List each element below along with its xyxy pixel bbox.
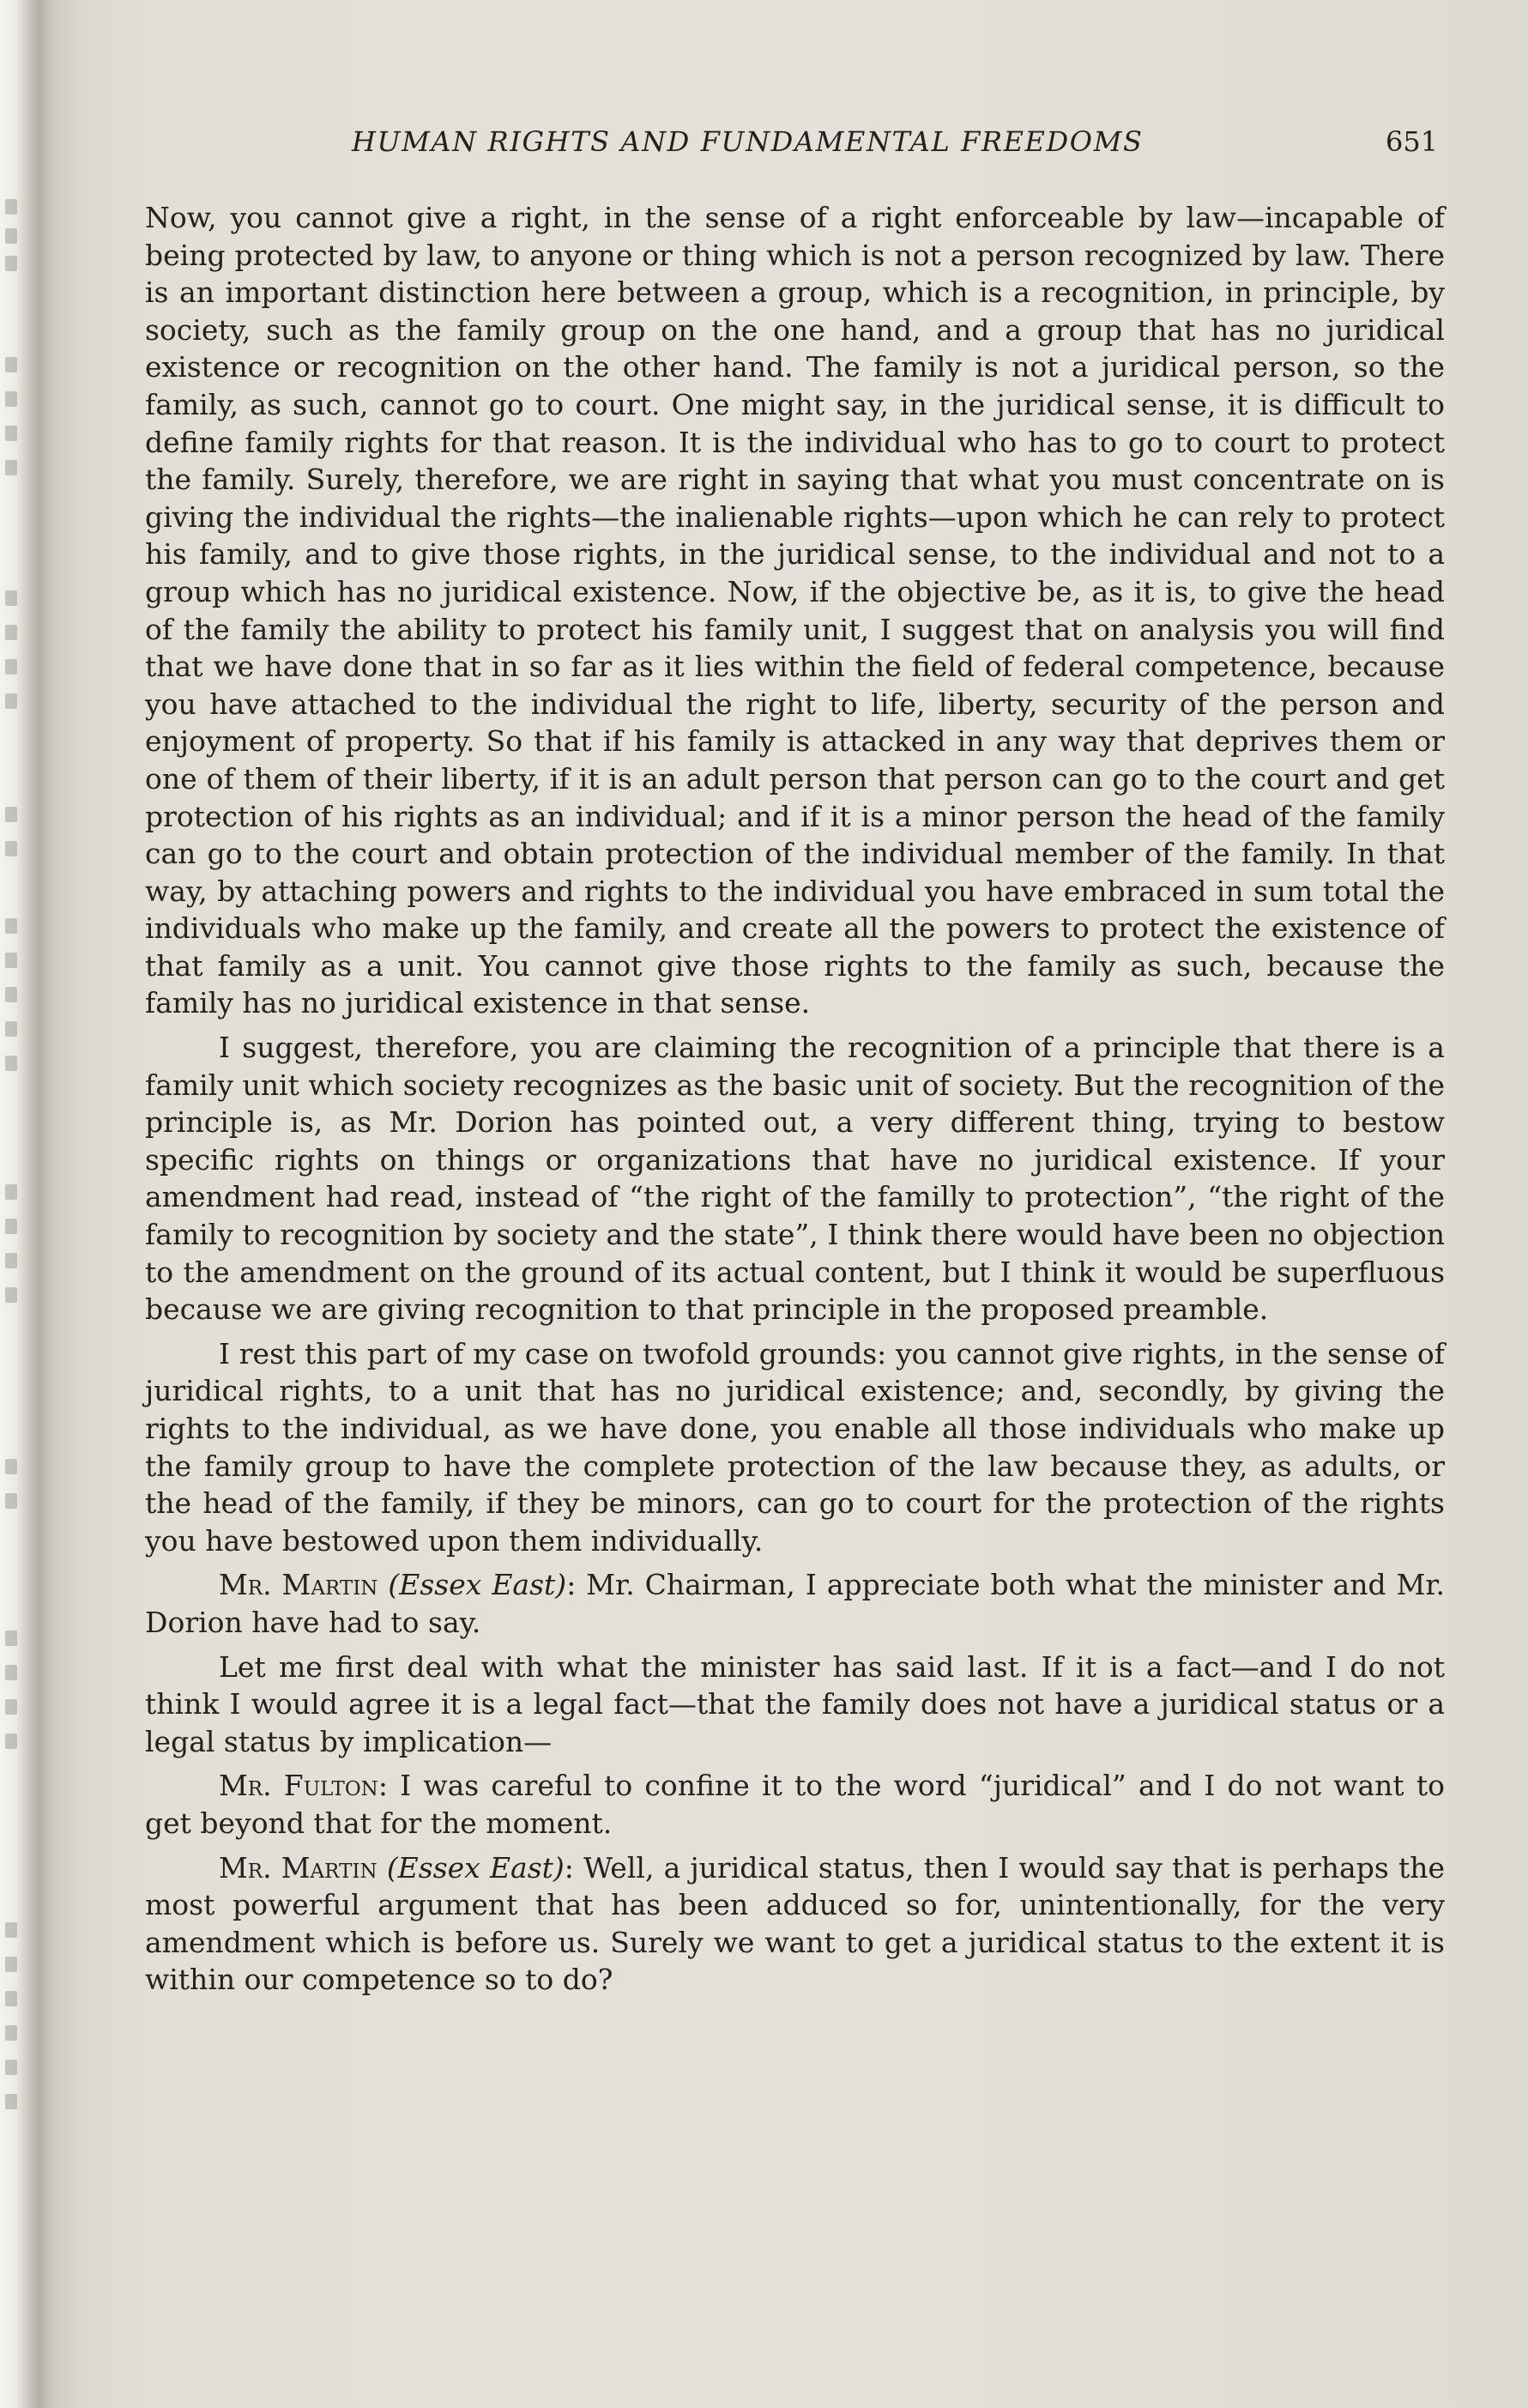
speaker-riding: (Essex East)	[388, 1568, 567, 1602]
speech-text: : Well, a juridical status, then I would say that is perhaps the most powerful argument that has been adduced so for, unintentionally, for the very amendment which is before us. Surely we want to get a juridical status to the extent it is within our competence so to do?	[145, 1850, 1445, 1997]
speech-text: : Mr. Chairman, I appreciate both what the minister and Mr. Dorion have had to say.	[145, 1568, 1445, 1639]
speaker-name: Mr. Fulton	[219, 1769, 378, 1803]
speaker-name: Mr. Martin	[219, 1568, 378, 1602]
speech-martin-1	[145, 1566, 1445, 1641]
document-page	[53, 0, 1528, 2408]
running-header	[53, 125, 1528, 163]
speech-text: : I was careful to confine it to the word “juridical” and I do not want to get beyond that for the moment.	[145, 1769, 1446, 1840]
speech-fulton	[145, 1767, 1445, 1842]
binding-gutter	[0, 0, 53, 2408]
paragraph-3: I rest this part of my case on twofold grounds: you cannot give rights, in the sense of juridical rights, to a unit that has no juridical existence; and, secondly, by giving the rights to the individual, as we have done, you enable all those individuals who make up the family group to have the complete protection of the law because they, as adults, or the head of the family, if they be minors, can go to court for the protection of the rights you have bestowed upon them individually.	[145, 1336, 1445, 1558]
running-title: HUMAN RIGHTS AND FUNDAMENTAL FREEDOMS	[352, 125, 1144, 158]
page-number: 651	[1386, 125, 1439, 158]
paragraph-5: Let me first deal with what the minister has said last. If it is a fact—and I do not think I would agree it is a legal fact—that the family does not have a juridical status or a legal status by implication—	[145, 1649, 1445, 1758]
paragraph-1: Now, you cannot give a right, in the sense of a right enforceable by law—incapable of being protected by law, to anyone or thing which is not a person recognized by law. There is an important distinction here between a group, which is a recognition, in principle, by society, such as the family group on the one hand, and a group that has no juridical existence or recognition on the other hand. The family is not a juridical person, so the family, as such, cannot go to court. One might say, in the juridical sense, it is difficult to define family rights for that reason. It is the individual who has to go to court to protect the family. Surely, therefore, we are right in saying that what you must concentrate on is giving the individual the rights—the inalienable rights—upon which he can rely to protect his family, and to give those rights, in the juridical sense, to the individual and not to a group which has no juridical existence. Now, if the objective be, as it is, to give the head of the family the ability to protect his family unit, I suggest that on analysis you will find that we have done that in so far as it lies within the field of federal competence, because you have attached to the individual the right to life, liberty, security of the person and enjoyment of property. So that if his family is attacked in any way that deprives them or one of them of their liberty, if it is an adult person that person can go to the court and get protection of his rights as an individual; and if it is a minor person the head of the family can go to the court and obtain protection of the individual member of the family. In that way, by attaching powers and rights to the individual you have embraced in sum total the individuals who make up the family, and create all the powers to protect the existence of that family as a unit. You cannot give those rights to the family as such, because the family has no juridical existence in that sense.	[145, 201, 1445, 1020]
speaker-riding: (Essex East)	[386, 1850, 565, 1885]
speech-martin-2	[145, 1849, 1445, 1999]
paragraph-2: I suggest, therefore, you are claiming the recognition of a principle that there is a family unit which society recognizes as the basic unit of society. But the recognition of the principle is, as Mr. Dorion has pointed out, a very different thing, trying to bestow specific rights on things or organizations that have no juridical existence. If your amendment had read, instead of “the right of the familly to protection”, “the right of the family to recognition by society and the state”, I think there would have been no objection to the amendment on the ground of its actual content, but I think it would be superfluous because we are giving recognition to that principle in the proposed preamble.	[145, 1031, 1445, 1327]
speaker-name: Mr. Martin	[219, 1850, 377, 1885]
adjacent-page-bleed	[5, 189, 31, 2248]
body-text	[145, 199, 1445, 2006]
